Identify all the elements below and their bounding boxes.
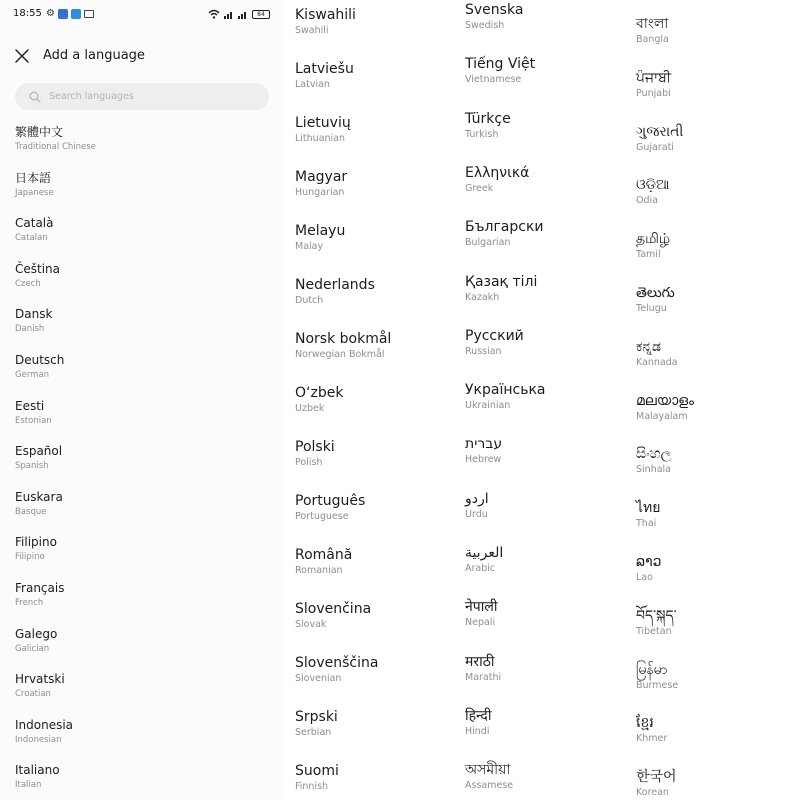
language-english-name: Odia (636, 195, 658, 207)
language-native-name: Indonesia (15, 717, 74, 732)
language-native-name: Srpski (295, 709, 338, 725)
language-list-item[interactable] (295, 386, 454, 415)
language-english-name: Urdu (465, 508, 488, 520)
language-native-name: Slovenčina (295, 601, 372, 617)
language-native-name: Filipino (15, 535, 57, 550)
language-native-name: Tiếng Việt (465, 56, 536, 73)
language-native-name: Lietuvių (295, 115, 351, 131)
language-native-name: ខ្មែរ (636, 715, 654, 732)
language-english-name: Galician (15, 643, 50, 654)
language-english-name: Slovenian (295, 673, 342, 684)
language-list-item[interactable] (295, 656, 454, 685)
language-english-name: Basque (15, 506, 47, 517)
language-english-name: Greek (465, 182, 494, 194)
language-list-item[interactable] (465, 57, 624, 86)
language-english-name: Nepali (465, 617, 496, 629)
search-icon (29, 91, 41, 103)
language-native-name: मराठी (465, 653, 495, 670)
language-native-name: Русский (465, 327, 524, 344)
language-list-item[interactable] (636, 286, 796, 315)
battery-icon: 84 (252, 10, 270, 19)
language-english-name: Lithuanian (295, 133, 346, 144)
language-list-item[interactable] (15, 262, 175, 290)
language-english-name: Lao (636, 572, 653, 583)
language-native-name: Français (15, 581, 65, 595)
language-list-item[interactable] (465, 383, 624, 412)
status-bar (0, 0, 284, 30)
language-native-name: Melayu (295, 223, 346, 239)
language-list-item[interactable] (636, 716, 796, 745)
language-list-item[interactable] (465, 220, 624, 249)
language-english-name: Swedish (465, 20, 505, 31)
search-input[interactable] (47, 90, 251, 103)
language-native-name: Türkçe (465, 110, 511, 127)
language-list-item[interactable] (465, 437, 624, 466)
language-native-name: Українська (465, 382, 546, 399)
language-list-item[interactable] (465, 3, 624, 32)
language-native-name: 繁體中文 (15, 125, 64, 139)
language-native-name: ଓଡ଼ିଆ (636, 177, 670, 194)
language-native-name: தமிழ் (636, 231, 671, 248)
language-english-name: Thai (636, 518, 657, 530)
language-native-name: తెలుగు (636, 285, 675, 301)
language-list-item[interactable] (295, 602, 454, 631)
language-english-name: Gujarati (636, 141, 674, 153)
language-list-item[interactable] (15, 125, 175, 153)
language-list-item[interactable] (295, 224, 454, 253)
language-english-name: Traditional Chinese (15, 142, 96, 152)
language-list-item[interactable] (636, 340, 796, 369)
language-english-name: French (15, 598, 44, 608)
language-list-item[interactable] (636, 501, 796, 530)
language-list-item[interactable] (636, 663, 796, 692)
language-list-item[interactable] (636, 770, 796, 799)
language-native-name: অসমীয়া (465, 762, 511, 779)
language-native-name: Galego (15, 626, 58, 641)
language-english-name: Hebrew (465, 454, 502, 466)
status-time: 18:55 (13, 8, 42, 19)
language-list-item[interactable] (465, 655, 624, 684)
language-native-name: 日本語 (15, 170, 52, 185)
language-list-panel-2 (284, 0, 454, 800)
language-native-name: Slovenščina (295, 655, 379, 671)
language-english-name: Filipino (15, 552, 45, 563)
language-list-item[interactable] (15, 171, 175, 199)
language-native-name: မြန်မာ (636, 661, 668, 678)
language-native-name: සිංහල (636, 446, 672, 463)
language-english-name: German (15, 370, 50, 380)
language-list-item[interactable] (295, 62, 454, 91)
language-list-item[interactable] (636, 232, 796, 261)
language-english-name: Marathi (465, 671, 502, 683)
app-notification-icon-2 (71, 9, 81, 19)
language-list-item[interactable] (295, 710, 454, 739)
language-native-name: Magyar (295, 169, 348, 185)
language-english-name: Khmer (636, 733, 668, 745)
language-native-name: नेपाली (465, 599, 498, 616)
language-native-name: Nederlands (295, 277, 375, 293)
language-list-item[interactable] (15, 672, 175, 700)
language-native-name: اردو (465, 490, 489, 507)
language-native-name: O‘zbek (295, 385, 344, 401)
language-native-name: Български (465, 219, 544, 236)
language-english-name: Portuguese (295, 511, 349, 522)
language-list-item[interactable] (15, 399, 175, 427)
language-native-name: Eesti (15, 398, 45, 413)
language-native-name: ລາວ (636, 554, 662, 570)
language-english-name: Italian (15, 780, 42, 791)
language-list-item[interactable] (465, 600, 624, 629)
language-english-name: Punjabi (636, 87, 671, 99)
language-screen-panel (0, 0, 284, 800)
language-english-name: Czech (15, 278, 41, 289)
language-native-name: עברית (465, 436, 503, 453)
language-list-item[interactable] (15, 627, 175, 655)
language-native-name: Deutsch (15, 353, 65, 367)
language-native-name: हिन्दी (465, 707, 492, 724)
language-list-item[interactable] (15, 307, 175, 335)
language-native-name: Suomi (295, 763, 339, 779)
signal-icon-2 (238, 9, 248, 19)
language-english-name: Uzbek (295, 403, 325, 414)
language-english-name: Kazakh (465, 291, 500, 303)
language-english-name: Russian (465, 345, 502, 357)
language-native-name: Norsk bokmål (295, 331, 392, 347)
language-list-item[interactable] (636, 394, 796, 423)
language-list-item[interactable] (636, 609, 796, 638)
language-english-name: Spanish (15, 461, 49, 472)
language-list-item[interactable] (15, 581, 175, 609)
search-bar[interactable] (15, 83, 269, 110)
language-english-name: Catalan (15, 233, 48, 244)
language-native-name: ไทย (636, 500, 661, 517)
language-list-item[interactable] (15, 353, 175, 381)
language-english-name: Dutch (295, 295, 324, 306)
language-english-name: Telugu (636, 303, 667, 314)
language-english-name: Sinhala (636, 464, 671, 476)
language-english-name: Korean (636, 787, 669, 799)
language-native-name: Hrvatski (15, 672, 65, 687)
language-native-name: Español (15, 444, 63, 459)
language-english-name: Estonian (15, 415, 52, 426)
language-list-item[interactable] (15, 216, 175, 244)
language-native-name: Português (295, 493, 366, 509)
language-english-name: Norwegian Bokmål (295, 349, 385, 360)
page-title: Add a language (43, 48, 145, 63)
language-english-name: Kannada (636, 356, 678, 368)
language-english-name: Croatian (15, 689, 51, 700)
wifi-icon (208, 9, 220, 19)
language-list-item[interactable] (15, 535, 175, 563)
language-english-name: Assamese (465, 780, 514, 792)
signal-icon (224, 9, 234, 19)
language-list-item[interactable] (295, 548, 454, 577)
language-english-name: Ukrainian (465, 400, 511, 412)
language-english-name: Japanese (15, 187, 54, 198)
language-list-item[interactable] (465, 329, 624, 358)
header (0, 38, 284, 74)
language-list-item[interactable] (636, 125, 796, 154)
language-list-item[interactable] (636, 555, 796, 584)
language-english-name: Polish (295, 457, 323, 468)
language-list-item[interactable] (465, 166, 624, 195)
language-native-name: Қазақ тілі (465, 273, 538, 290)
language-english-name: Hindi (465, 725, 490, 737)
language-native-name: 한국어 (636, 769, 677, 786)
language-list-panel-4 (624, 0, 800, 800)
language-list-item[interactable] (465, 763, 624, 792)
language-list-item[interactable] (295, 440, 454, 469)
language-english-name: Malayalam (636, 410, 688, 422)
language-english-name: Malay (295, 241, 324, 252)
language-english-name: Romanian (295, 565, 343, 576)
language-native-name: Română (295, 547, 353, 563)
language-list-item[interactable] (465, 709, 624, 738)
language-english-name: Hungarian (295, 187, 345, 198)
language-english-name: Tibetan (636, 625, 672, 637)
language-list-item[interactable] (15, 718, 175, 746)
language-list-item[interactable] (465, 546, 624, 575)
language-list-item[interactable] (295, 494, 454, 523)
language-english-name: Bangla (636, 34, 669, 45)
language-native-name: Ελληνικά (465, 164, 530, 181)
language-list-item[interactable] (465, 112, 624, 141)
language-native-name: বাংলা (636, 16, 669, 32)
language-native-name: ਪੰਜਾਬੀ (636, 69, 672, 86)
language-list-item[interactable] (636, 17, 796, 46)
language-native-name: Dansk (15, 307, 53, 322)
language-native-name: Kiswahili (295, 7, 356, 23)
language-native-name: Čeština (15, 261, 61, 276)
language-english-name: Slovak (295, 619, 327, 630)
language-list-item[interactable] (295, 278, 454, 307)
language-list-item[interactable] (295, 8, 454, 37)
language-list-item[interactable] (15, 444, 175, 472)
language-english-name: Vietnamese (465, 74, 522, 86)
language-list-item[interactable] (295, 116, 454, 145)
language-native-name: Svenska (465, 2, 524, 18)
language-english-name: Turkish (465, 128, 499, 140)
language-english-name: Tamil (636, 249, 661, 261)
language-list-item[interactable] (295, 764, 454, 793)
language-english-name: Latvian (295, 79, 330, 90)
language-english-name: Arabic (465, 563, 496, 574)
language-native-name: العربية (465, 545, 504, 561)
language-list-item[interactable] (636, 71, 796, 100)
language-list-item[interactable] (15, 490, 175, 518)
language-list-panel-3 (454, 0, 624, 800)
language-list-item[interactable] (465, 492, 624, 521)
language-list-item[interactable] (465, 275, 624, 304)
language-list-item[interactable] (636, 447, 796, 476)
language-list-item[interactable] (295, 332, 454, 361)
language-list-item[interactable] (636, 178, 796, 207)
language-english-name: Indonesian (15, 734, 62, 745)
language-english-name: Bulgarian (465, 237, 511, 249)
language-list-item[interactable] (15, 763, 175, 791)
language-native-name: Polski (295, 439, 335, 455)
mail-notification-icon (84, 10, 94, 18)
close-icon[interactable] (12, 46, 32, 66)
language-english-name: Danish (15, 324, 45, 335)
language-native-name: Català (15, 216, 54, 231)
language-english-name: Swahili (295, 25, 329, 36)
language-native-name: മലയാളം (636, 392, 695, 409)
language-english-name: Serbian (295, 727, 332, 738)
language-native-name: Euskara (15, 489, 63, 504)
language-native-name: ગુજરાતી (636, 123, 684, 140)
settings-notification-icon: ⚙ (46, 8, 55, 19)
language-native-name: བོད་སྐད་ (636, 607, 677, 624)
language-native-name: Latviešu (295, 61, 354, 77)
language-native-name: ಕನ್ನಡ (636, 338, 661, 355)
language-list-item[interactable] (295, 170, 454, 199)
app-notification-icon (58, 9, 68, 19)
language-english-name: Burmese (636, 679, 679, 691)
language-english-name: Finnish (295, 781, 329, 792)
language-native-name: Italiano (15, 763, 60, 778)
